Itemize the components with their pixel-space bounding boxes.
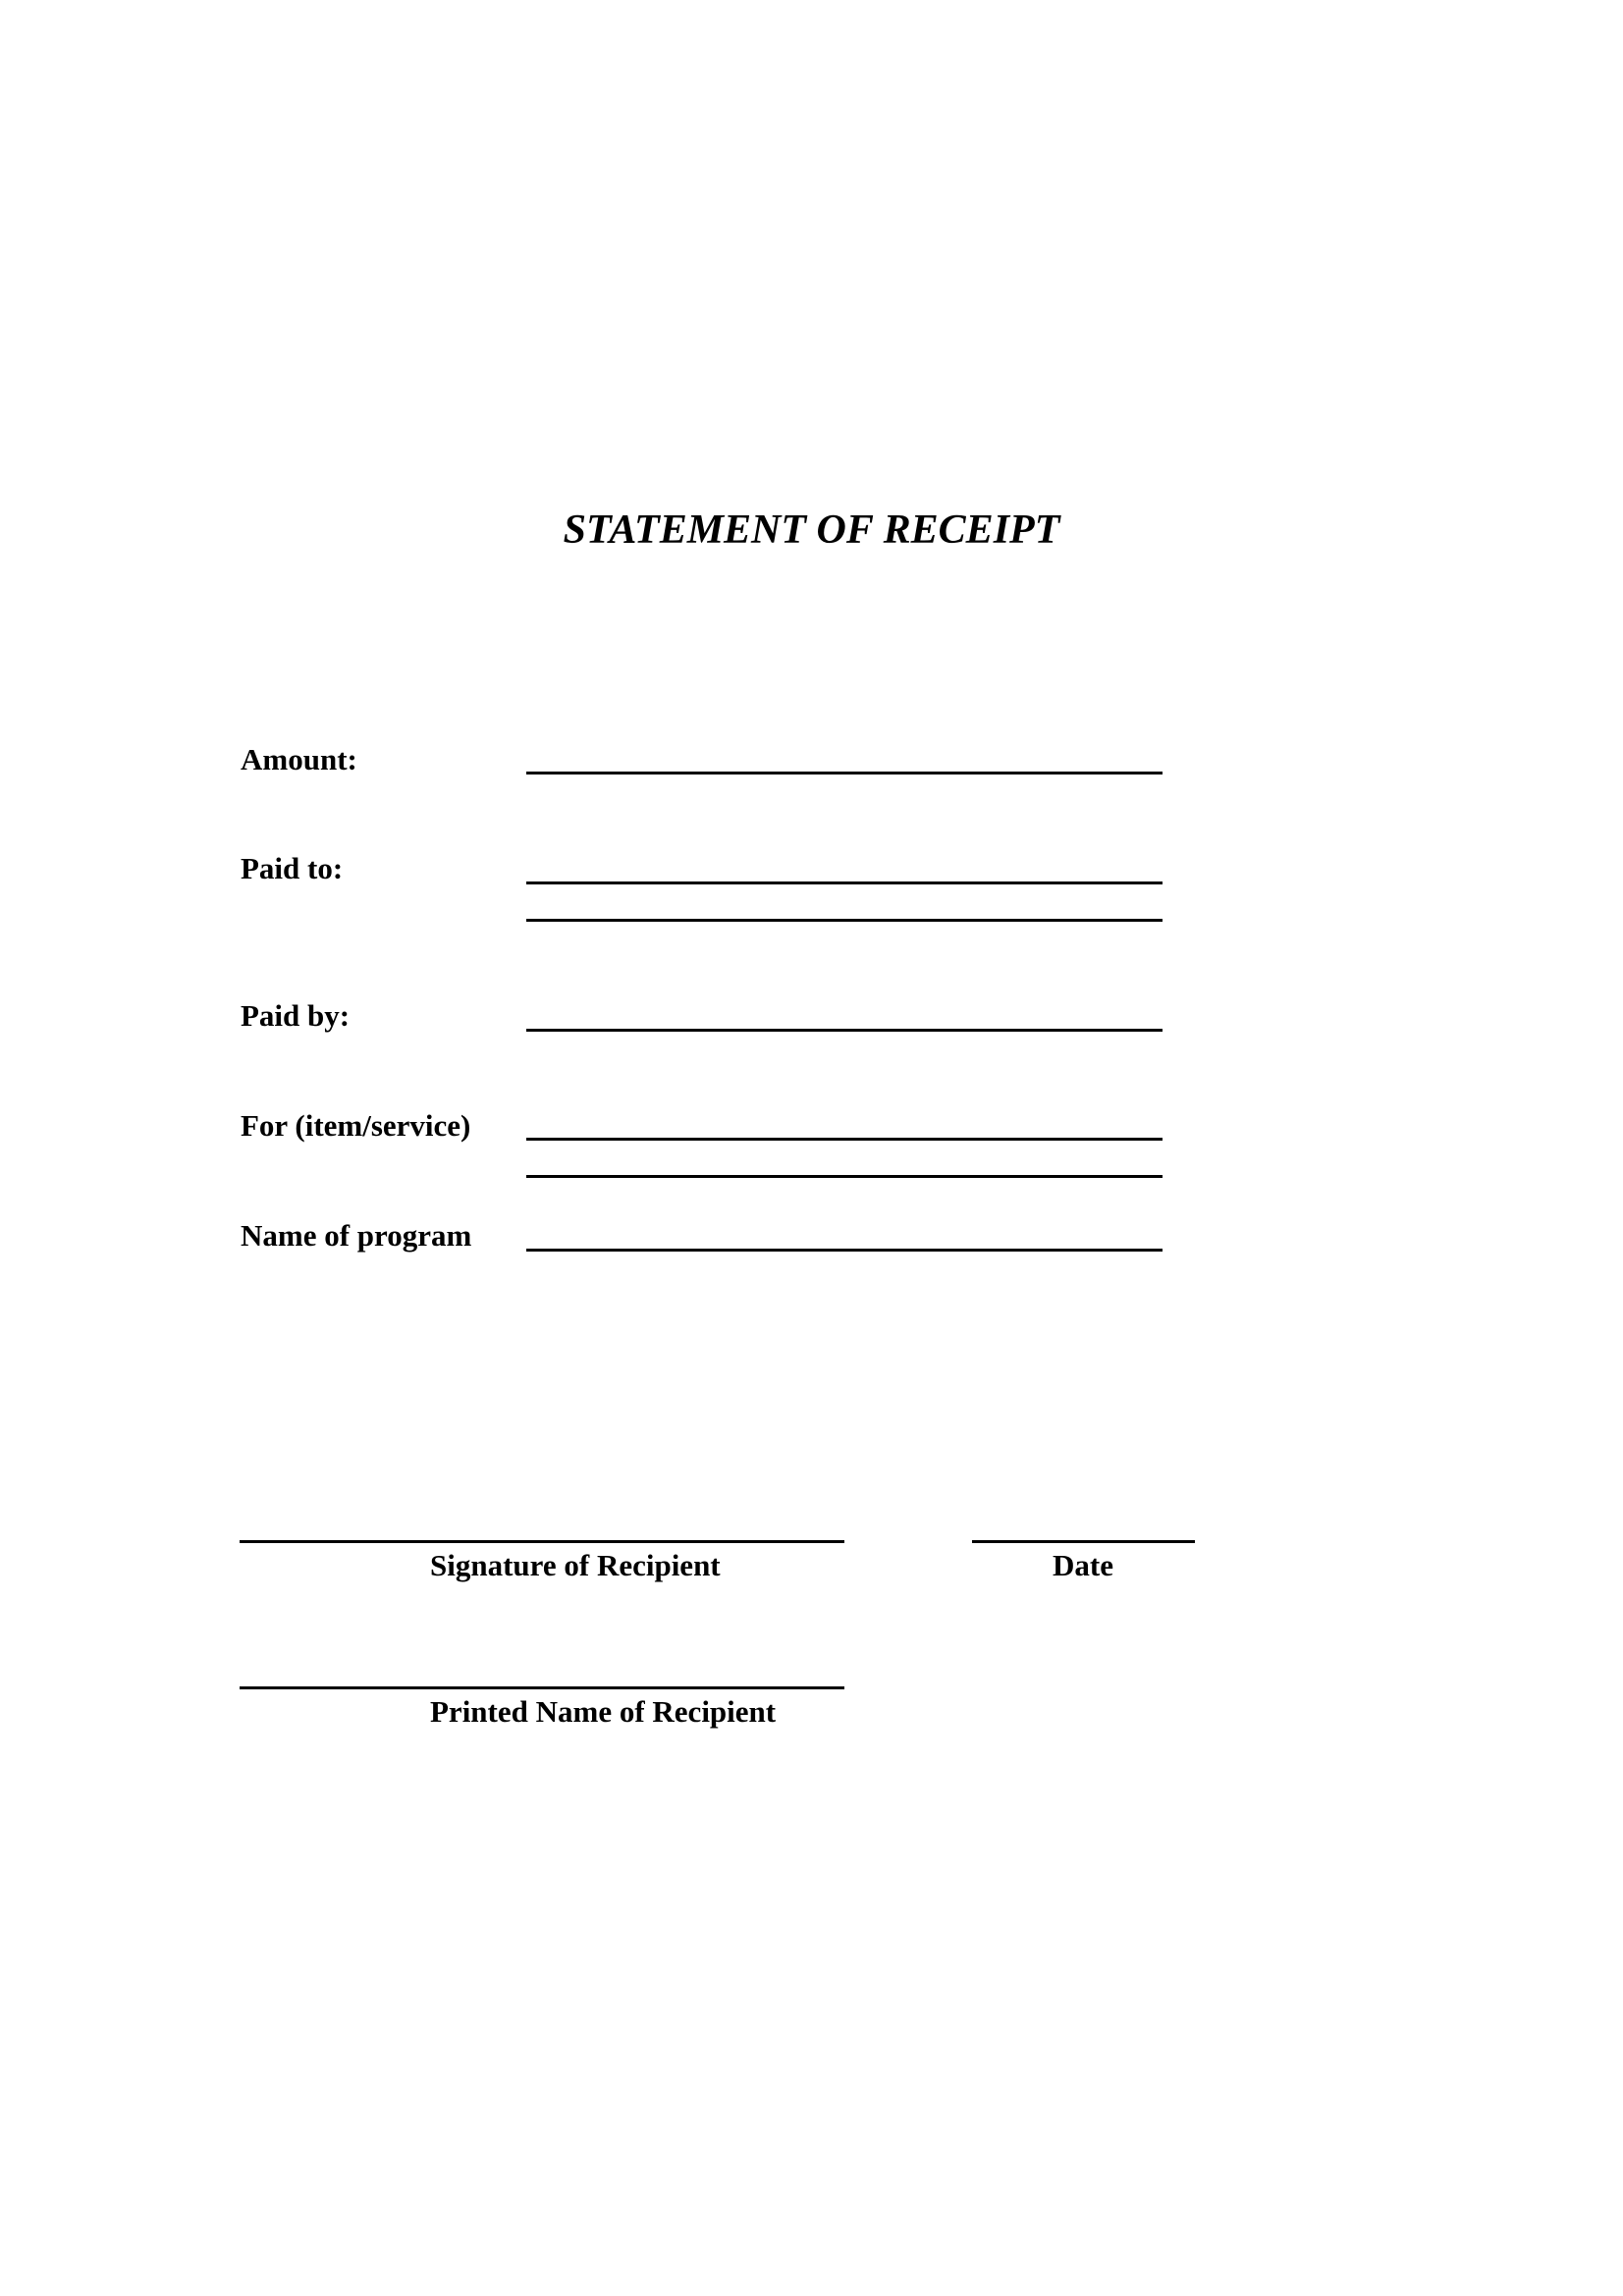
- paid-to-field-line-2[interactable]: [526, 919, 1163, 922]
- printed-name-label: Printed Name of Recipient: [430, 1694, 777, 1729]
- program-name-field-line[interactable]: [526, 1249, 1163, 1252]
- signature-label: Signature of Recipient: [430, 1548, 721, 1582]
- paid-to-label: Paid to:: [241, 851, 344, 885]
- date-label: Date: [1053, 1548, 1113, 1582]
- paid-to-field-line-1[interactable]: [526, 881, 1163, 884]
- item-service-field-line-2[interactable]: [526, 1175, 1163, 1178]
- item-service-field-line-1[interactable]: [526, 1138, 1163, 1141]
- program-name-label: Name of program: [241, 1218, 472, 1253]
- item-service-label: For (item/service): [241, 1108, 471, 1143]
- date-line[interactable]: [972, 1540, 1195, 1543]
- page-title: STATEMENT OF RECEIPT: [563, 507, 1060, 553]
- signature-line[interactable]: [240, 1540, 844, 1543]
- amount-label: Amount:: [241, 742, 357, 776]
- paid-by-label: Paid by:: [241, 998, 351, 1033]
- amount-field-line[interactable]: [526, 772, 1163, 774]
- paid-by-field-line[interactable]: [526, 1029, 1163, 1032]
- printed-name-line[interactable]: [240, 1686, 844, 1689]
